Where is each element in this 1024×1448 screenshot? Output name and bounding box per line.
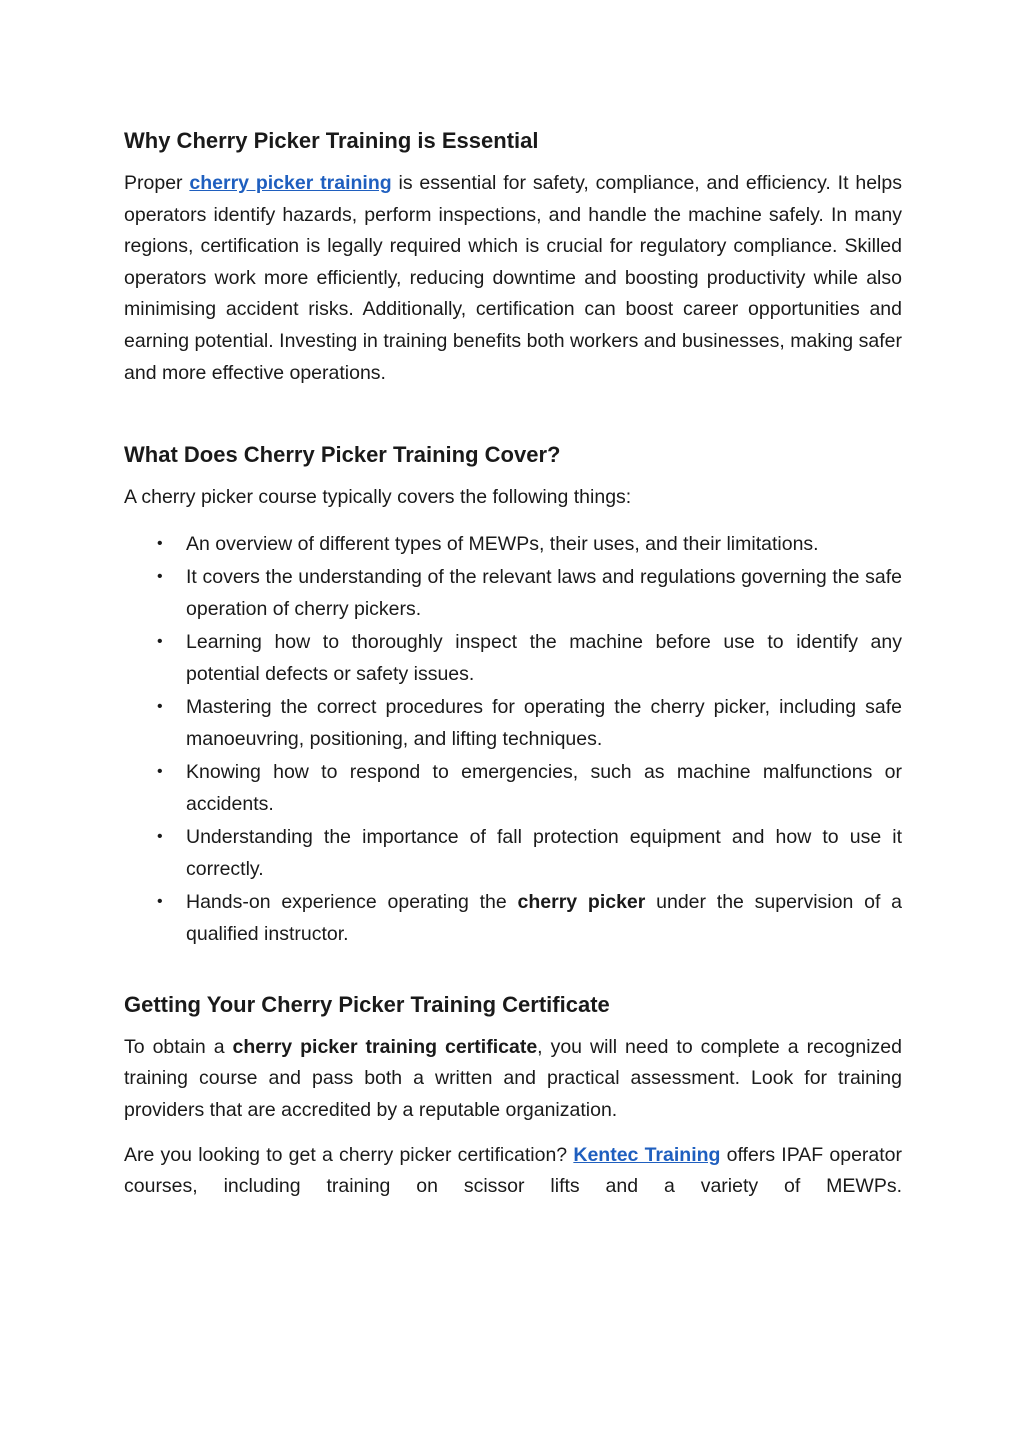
- paragraph-text: Proper: [124, 172, 190, 194]
- paragraph-text: is essential for safety, compliance, and efficiency. It helps operators identify hazards, perform inspections, and handle the machine safely. In many regions, certification is legally required which is crucial for regulatory compliance. Skilled operators work more efficiently, reducing downtime and boosting productivity while also minimising accident risks. Additionally, certification can boost career opportunities and earning potential. Investing in training benefits both workers and businesses, making safer and more effective operations.: [124, 172, 902, 384]
- list-item-text: Knowing how to respond to emergencies, such as machine malfunctions or accidents.: [186, 760, 902, 815]
- paragraph-text: To obtain a: [124, 1035, 233, 1058]
- section-intro-training-cover: A cherry picker course typically covers the following things:: [124, 486, 632, 509]
- cherry-picker-training-link[interactable]: cherry picker training: [189, 172, 392, 194]
- section-paragraph-why-essential: [124, 168, 902, 389]
- bold-term: cherry picker: [517, 890, 646, 913]
- list-item-text: Hands-on experience operating the: [186, 890, 518, 913]
- training-topics-list: [124, 528, 902, 950]
- kentec-training-link[interactable]: Kentec Training: [573, 1143, 721, 1166]
- list-item-text: An overview of different types of MEWPs, their uses, and their limitations.: [186, 532, 819, 555]
- bold-term: cherry picker training certificate: [232, 1035, 538, 1058]
- bullet-icon: •: [157, 632, 163, 650]
- list-item-text: It covers the understanding of the relevant laws and regulations governing the safe operation of cherry pickers.: [186, 565, 902, 620]
- section-paragraph-certificate: [124, 1032, 902, 1127]
- list-item: [124, 626, 902, 690]
- section-heading-why-essential: Why Cherry Picker Training is Essential: [124, 128, 539, 153]
- paragraph-text: Are you looking to get a cherry picker certification?: [124, 1143, 574, 1166]
- bullet-icon: •: [157, 892, 163, 910]
- section-heading-training-cover: What Does Cherry Picker Training Cover?: [124, 442, 561, 468]
- section-heading-certificate: Getting Your Cherry Picker Training Certificate: [124, 991, 610, 1017]
- bullet-icon: •: [157, 697, 163, 715]
- section-paragraph-kentec: [124, 1140, 902, 1203]
- list-item: [124, 561, 902, 625]
- list-item-text: Learning how to thoroughly inspect the machine before use to identify any potential defects or safety issues.: [186, 630, 902, 685]
- paragraph-text: , you will need to complete a recognized training course and pass both a written and practical assessment. Look for training providers that are accredited by a reputable organization.: [124, 1035, 902, 1121]
- list-item-text: Mastering the correct procedures for operating the cherry picker, including safe manoeuvring, positioning, and lifting techniques.: [186, 695, 902, 750]
- paragraph-text: offers IPAF operator courses, including training on scissor lifts and a variety of MEWPs.: [124, 1143, 903, 1198]
- bullet-icon: •: [157, 762, 163, 780]
- document-page: [124, 118, 902, 1203]
- list-item-text: Understanding the importance of fall protection equipment and how to use it correctly.: [186, 825, 902, 880]
- bullet-icon: •: [157, 567, 163, 585]
- bullet-icon: •: [157, 534, 163, 552]
- list-item-text: under the supervision of a qualified instructor.: [186, 890, 902, 945]
- list-item: [124, 886, 902, 950]
- bullet-icon: •: [157, 827, 163, 845]
- list-item: [124, 756, 902, 820]
- list-item: [124, 821, 902, 885]
- list-item: [124, 691, 902, 755]
- list-item: [124, 528, 902, 560]
